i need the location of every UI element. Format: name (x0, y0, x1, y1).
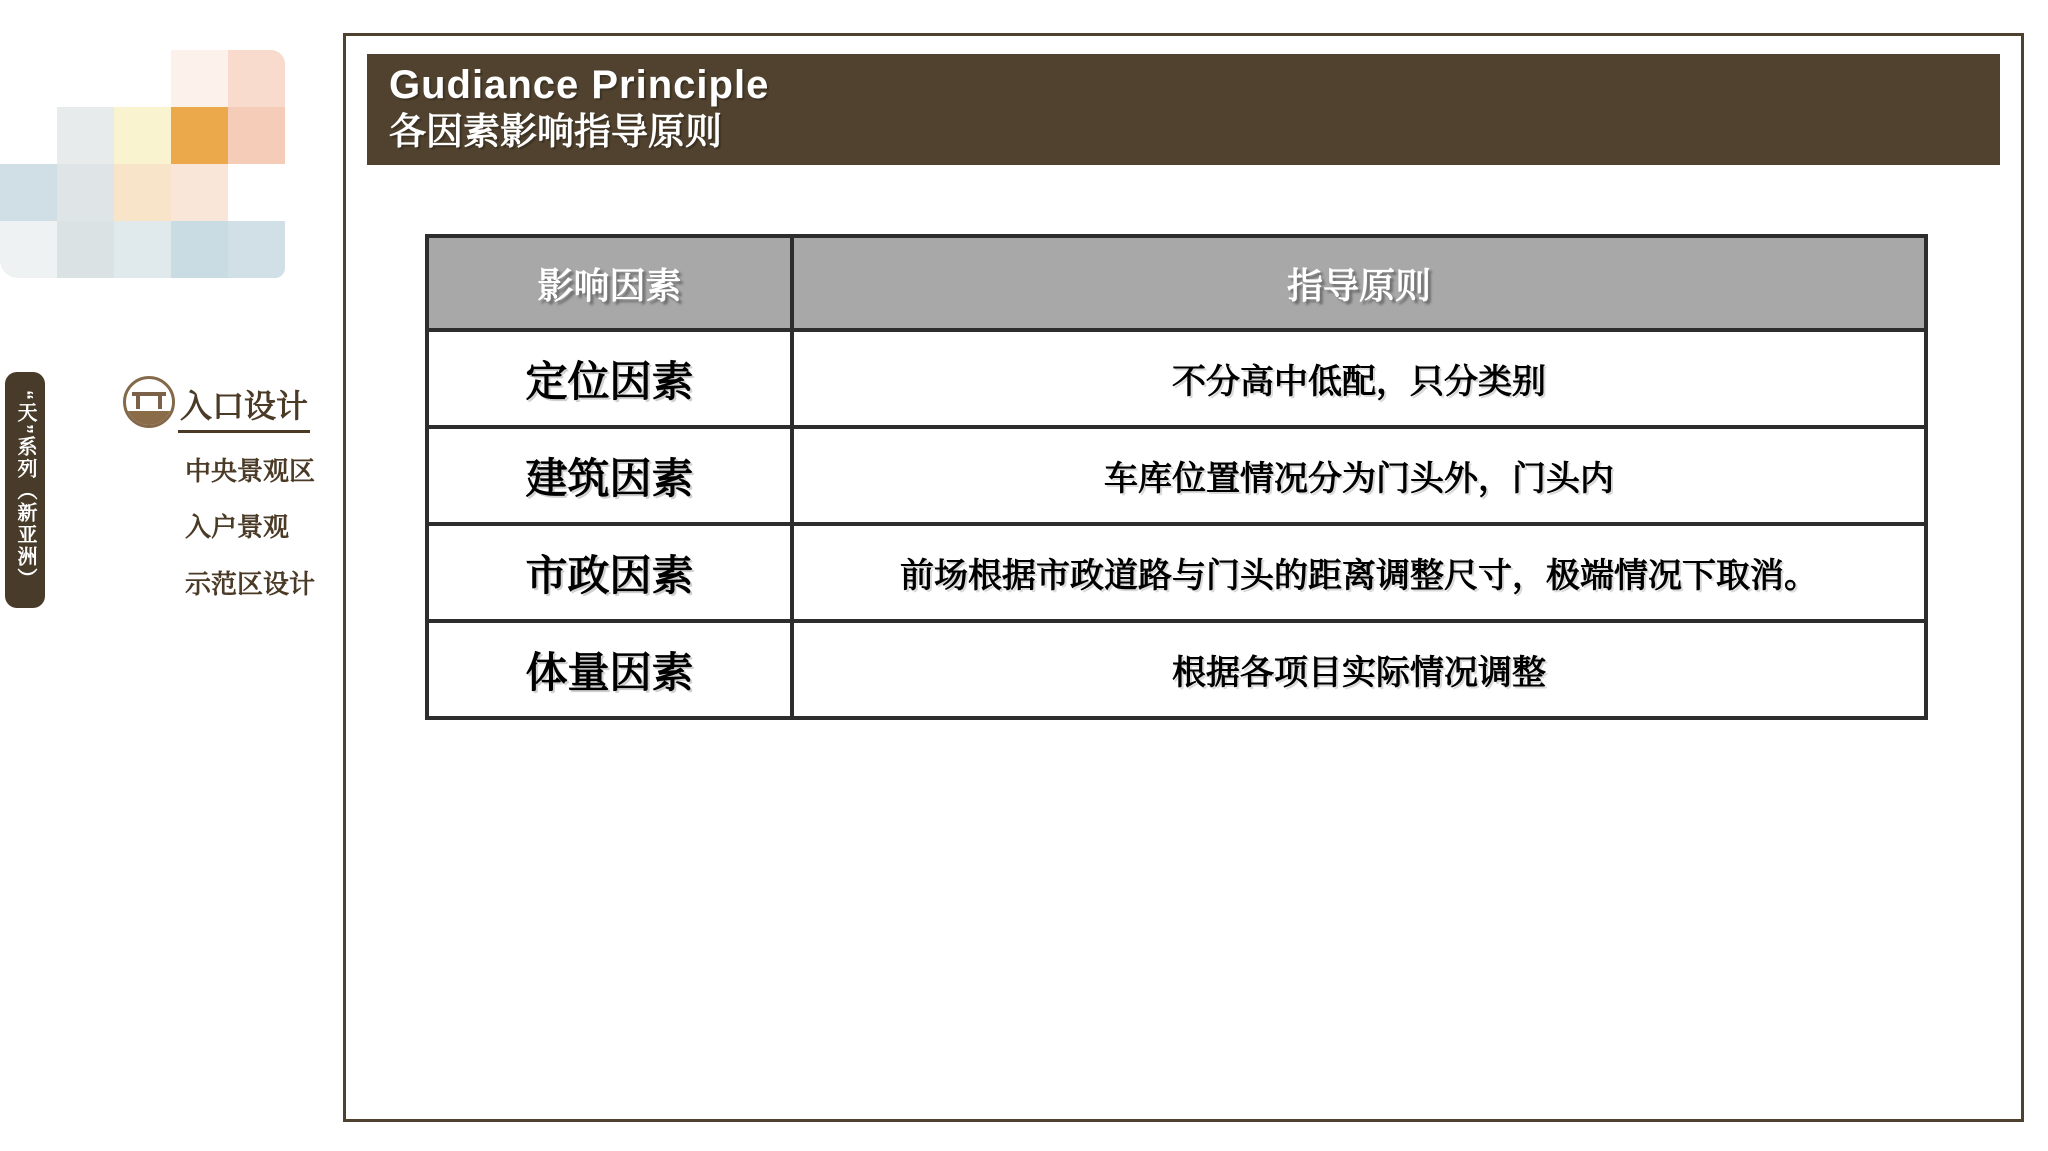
principle-cell: 不分高中低配，只分类别 (792, 330, 1926, 427)
logo-mosaic-cell (171, 221, 228, 278)
logo-mosaic-cell (171, 164, 228, 221)
sidebar-item-label: 入口设计 (178, 381, 310, 433)
logo-mosaic-cell (228, 221, 285, 278)
logo-mosaic-cell (0, 164, 57, 221)
page-title-en: Gudiance Principle (389, 63, 770, 107)
logo-mosaic-cell (0, 221, 57, 278)
series-tab-label: “天”系列（新亚洲） (14, 390, 36, 590)
sidebar-item-home-entry-landscape[interactable]: 入户景观 (185, 512, 290, 542)
principle-cell: 根据各项目实际情况调整 (792, 621, 1926, 718)
slide-header (367, 54, 2000, 165)
factor-cell: 定位因素 (427, 330, 792, 427)
table-row (427, 524, 1926, 621)
factor-cell: 体量因素 (427, 621, 792, 718)
guidance-table (425, 234, 1928, 720)
gate-icon-leg-left (136, 395, 140, 409)
gate-icon-leg-right (158, 395, 162, 409)
column-header-factor: 影响因素 (427, 236, 792, 330)
logo-mosaic-cell (171, 107, 228, 164)
principle-cell: 前场根据市政道路与门头的距离调整尺寸，极端情况下取消。 (792, 524, 1926, 621)
logo-mosaic-cell (228, 107, 285, 164)
gate-icon (123, 376, 175, 428)
logo-mosaic-cell (57, 164, 114, 221)
gate-icon-ground (123, 411, 175, 428)
logo-mosaic-cell (57, 107, 114, 164)
column-header-principle: 指导原则 (792, 236, 1926, 330)
table-header-row (427, 236, 1926, 330)
logo-mosaic-cell (114, 221, 171, 278)
factor-cell: 建筑因素 (427, 427, 792, 524)
sidebar-item-demo-area-design[interactable]: 示范区设计 (185, 569, 316, 599)
factor-cell: 市政因素 (427, 524, 792, 621)
logo-mosaic-cell (228, 50, 285, 107)
page-title-zh: 各因素影响指导原则 (389, 111, 722, 152)
series-tab[interactable] (5, 372, 45, 608)
logo-mosaic-cell (114, 164, 171, 221)
logo-mosaic-cell (114, 107, 171, 164)
logo-mosaic (0, 50, 285, 278)
logo-mosaic-cell (57, 221, 114, 278)
table-row (427, 330, 1926, 427)
table-row (427, 427, 1926, 524)
sidebar-item-central-landscape[interactable]: 中央景观区 (185, 456, 316, 486)
principle-cell: 车库位置情况分为门头外，门头内 (792, 427, 1926, 524)
table-row (427, 621, 1926, 718)
logo-mosaic-cell (171, 50, 228, 107)
